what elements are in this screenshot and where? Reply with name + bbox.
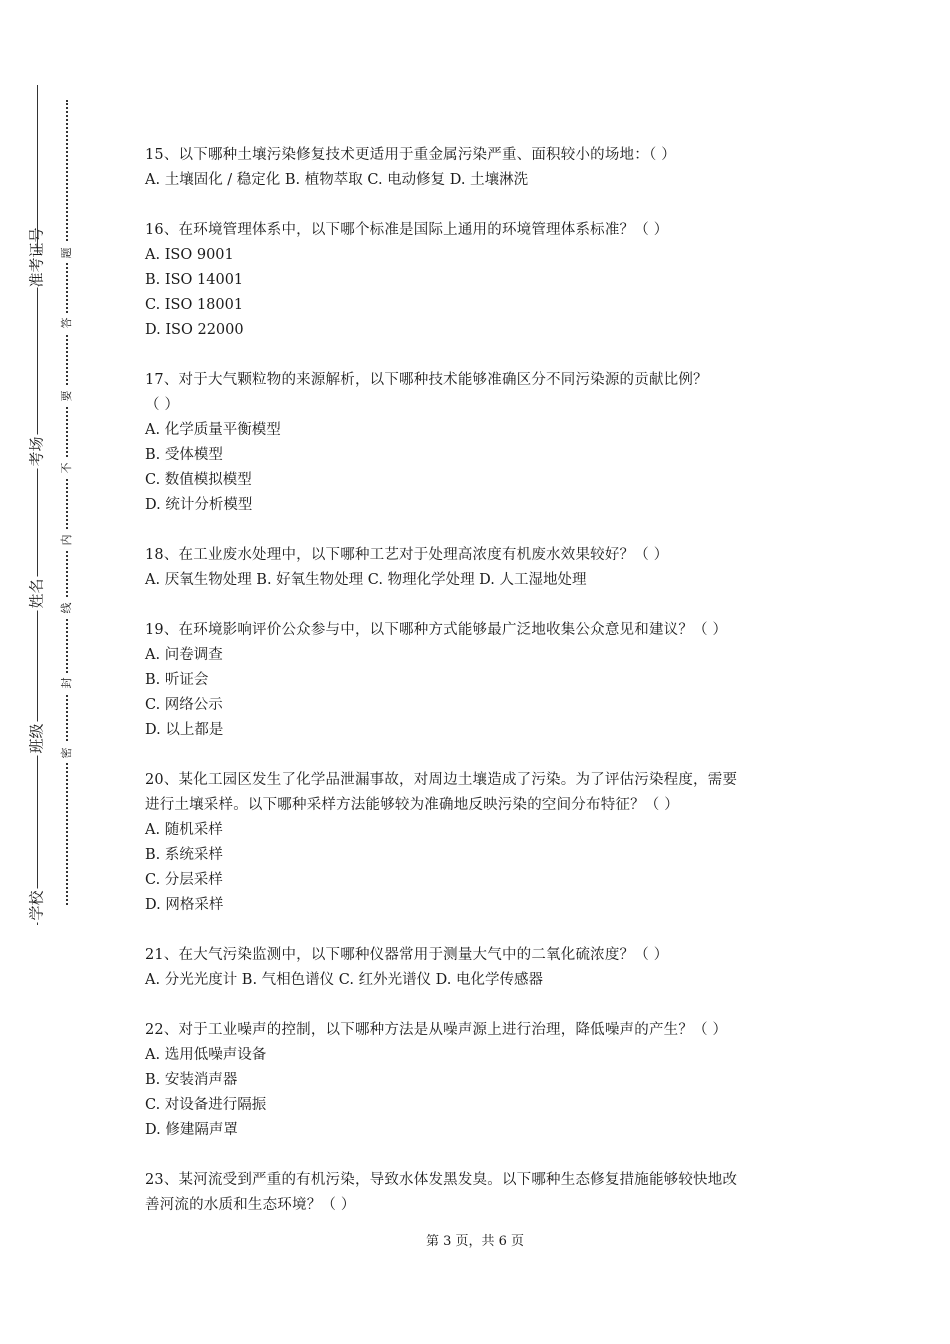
answer-option: A. 随机采样 bbox=[145, 822, 223, 838]
seal-char: 题 bbox=[59, 243, 75, 263]
answer-option: D. 网格采样 bbox=[145, 897, 224, 913]
answer-option: D. 统计分析模型 bbox=[145, 497, 253, 513]
answer-option: A. ISO 9001 bbox=[145, 247, 234, 263]
question-block bbox=[145, 1018, 820, 1143]
question-stem: 18、在工业废水处理中，以下哪种工艺对于处理高浓度有机废水效果较好？（ ） bbox=[145, 547, 669, 563]
answer-option: C. 对设备进行隔振 bbox=[145, 1097, 267, 1113]
question-stem: 22、对于工业噪声的控制，以下哪种方法是从噪声源上进行治理，降低噪声的产生？（ ） bbox=[145, 1022, 728, 1038]
answer-option: B. 安装消声器 bbox=[145, 1072, 238, 1088]
question-stem: 21、在大气污染监测中，以下哪种仪器常用于测量大气中的二氧化硫浓度？（ ） bbox=[145, 947, 669, 963]
question-stem: 19、在环境影响评价公众参与中，以下哪种方式能够最广泛地收集公众意见和建议？（ ） bbox=[145, 622, 728, 638]
question-stem: 23、某河流受到严重的有机污染，导致水体发黑发臭。以下哪种生态修复措施能够较快地改 bbox=[145, 1172, 738, 1188]
class-label: 班级 bbox=[27, 723, 46, 754]
question-block bbox=[145, 618, 820, 743]
name-label: 姓名 bbox=[27, 578, 46, 609]
exam-room-label: 考场 bbox=[27, 436, 46, 467]
question-block bbox=[145, 368, 820, 518]
answer-option: B. ISO 14001 bbox=[145, 272, 244, 288]
question-stem: （ ） bbox=[145, 397, 180, 413]
answer-option: A. 厌氧生物处理 B. 好氧生物处理 C. 物理化学处理 D. 人工湿地处理 bbox=[145, 572, 587, 588]
question-list bbox=[145, 143, 820, 1243]
question-block bbox=[145, 943, 820, 993]
question-stem: 善河流的水质和生态环境？（ ） bbox=[145, 1197, 356, 1213]
answer-option: A. 化学质量平衡模型 bbox=[145, 422, 281, 438]
question-stem: 15、以下哪种土壤污染修复技术更适用于重金属污染严重、面积较小的场地：（ ） bbox=[145, 147, 676, 163]
answer-option: B. 受体模型 bbox=[145, 447, 223, 463]
answer-option: D. 修建隔声罩 bbox=[145, 1122, 238, 1138]
question-stem: 17、对于大气颗粒物的来源解析，以下哪种技术能够准确区分不同污染源的贡献比例？ bbox=[145, 372, 708, 388]
question-stem: 进行土壤采样。以下哪种采样方法能够较为准确地反映污染的空间分布特征？（ ） bbox=[145, 797, 680, 813]
page-footer: 第 3 页，共 6 页 bbox=[425, 1234, 525, 1249]
seal-char: 密 bbox=[59, 743, 75, 763]
answer-option: C. ISO 18001 bbox=[145, 297, 244, 313]
school-label: 学校 bbox=[27, 890, 46, 921]
answer-option: C. 分层采样 bbox=[145, 872, 223, 888]
question-block bbox=[145, 768, 820, 918]
answer-option: A. 选用低噪声设备 bbox=[145, 1047, 267, 1063]
question-block bbox=[145, 1168, 820, 1218]
seal-char: 线 bbox=[59, 598, 75, 618]
question-stem: 20、某化工园区发生了化学品泄漏事故，对周边土壤造成了污染。为了评估污染程度，需要 bbox=[145, 772, 738, 788]
question-stem: 16、在环境管理体系中，以下哪个标准是国际上通用的环境管理体系标准？（ ） bbox=[145, 222, 669, 238]
margin-rule-line bbox=[37, 85, 38, 925]
answer-option: D. 以上都是 bbox=[145, 722, 224, 738]
question-block bbox=[145, 543, 820, 593]
seal-char: 要 bbox=[59, 386, 75, 406]
seal-char: 封 bbox=[59, 673, 75, 693]
answer-option: A. 土壤固化 / 稳定化 B. 植物萃取 C. 电动修复 D. 土壤淋洗 bbox=[145, 172, 529, 188]
answer-option: C. 网络公示 bbox=[145, 697, 223, 713]
seal-char: 答 bbox=[59, 313, 75, 333]
answer-option: B. 系统采样 bbox=[145, 847, 223, 863]
seal-dotted-line bbox=[66, 100, 68, 905]
seal-char: 内 bbox=[59, 530, 75, 550]
seal-char: 不 bbox=[59, 458, 75, 478]
question-block bbox=[145, 143, 820, 193]
answer-option: A. 分光光度计 B. 气相色谱仪 C. 红外光谱仪 D. 电化学传感器 bbox=[145, 972, 544, 988]
question-block bbox=[145, 218, 820, 343]
answer-option: B. 听证会 bbox=[145, 672, 209, 688]
answer-option: A. 问卷调查 bbox=[145, 647, 223, 663]
answer-option: D. ISO 22000 bbox=[145, 322, 244, 338]
answer-option: C. 数值模拟模型 bbox=[145, 472, 252, 488]
exam-number-label: 准考证号 bbox=[27, 227, 46, 288]
